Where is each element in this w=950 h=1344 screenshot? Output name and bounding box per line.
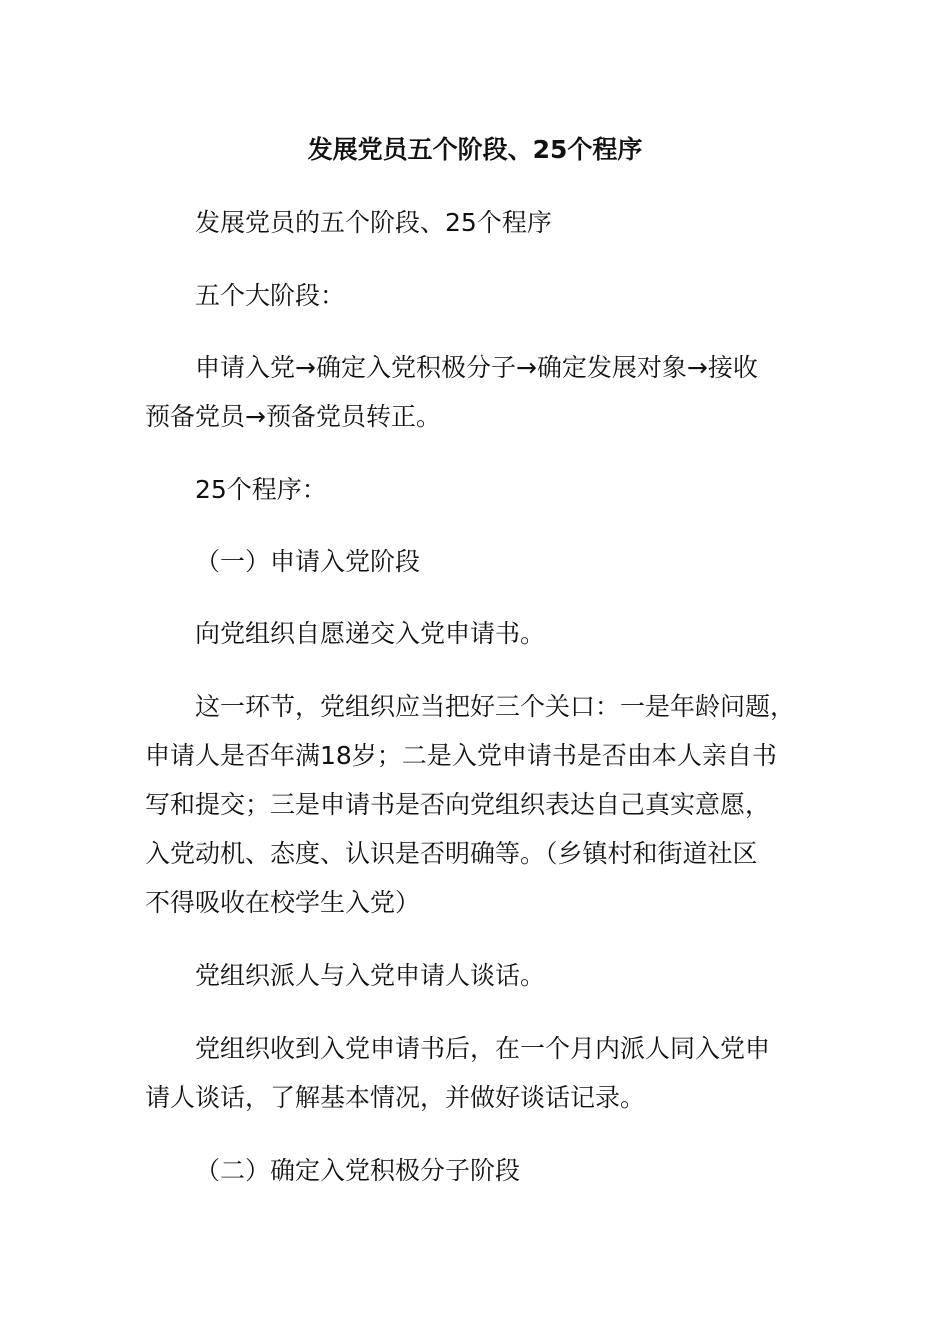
paragraph-three-checkpoints: 这一环节，党组织应当把好三个关口：一是年龄问题， 申请人是否年满18岁；二是入党申请书是否由本人亲自书 写和提交；三是申请书是否向党组织表达自己真实意愿， 入党动机、态度、认识是否明确等。（乡镇村和街道社区 不得吸收在校学生入党）: [145, 692, 796, 917]
section-heading-apply: （一）申请入党阶段: [195, 547, 421, 576]
paragraph-subtitle: 发展党员的五个阶段、25个程序: [195, 208, 552, 237]
section-heading-activist: （二）确定入党积极分子阶段: [195, 1156, 521, 1185]
paragraph-submit-application: 向党组织自愿递交入党申请书。: [195, 619, 546, 648]
paragraph-interview: 党组织派人与入党申请人谈话。: [195, 961, 546, 990]
document-title: 发展党员五个阶段、25个程序: [307, 135, 643, 164]
paragraph-25-procedures-heading: 25个程序：: [195, 475, 327, 504]
paragraph-five-stages-heading: 五个大阶段：: [195, 281, 346, 310]
paragraph-interview-detail: 党组织收到入党申请书后，在一个月内派人同入党申 请人谈话，了解基本情况，并做好谈话记录。: [145, 1034, 771, 1112]
paragraph-five-stages-list: 申请入党→确定入党积极分子→确定发展对象→接收 预备党员→预备党员转正。: [145, 353, 758, 431]
